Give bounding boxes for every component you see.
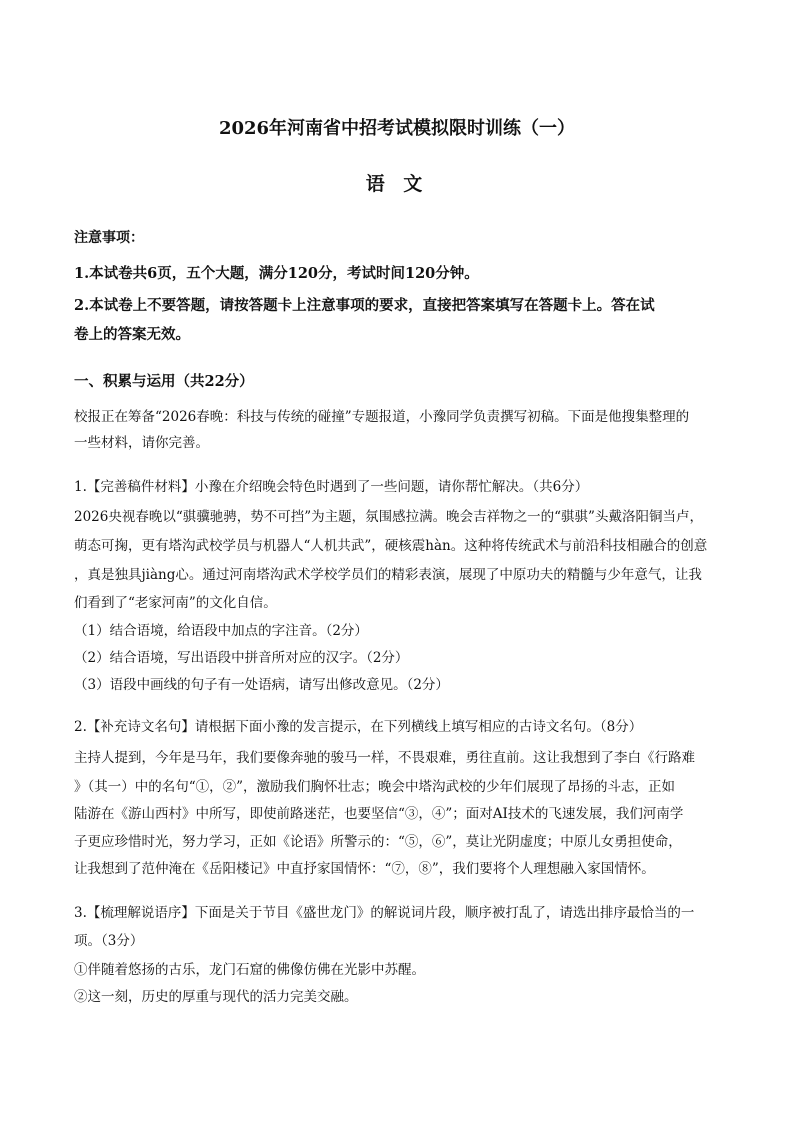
notice-line-2: 2.本试卷上不要答题，请按答题卡上注意事项的要求，直接把答案填写在答题卡上。答在试: [74, 297, 655, 314]
section-intro-line-1: 校报正在筹备“2026春晚：科技与传统的碰撞”专题报道，小豫同学负责撰写初稿。下面是他搜集整理的: [74, 409, 690, 425]
question-1-sub-1: （1）结合语境，给语段中加点的字注音。（2分）: [74, 623, 368, 639]
question-1-passage-line-2: 萌态可掬，更有塔沟武校学员与机器人“人机共武”，硬核震hàn。这种将传统武术与前沿科技相融合的创意: [74, 538, 708, 554]
question-1-passage-line-4: 们看到了“老家河南”的文化自信。: [74, 595, 277, 611]
section-heading: 一、积累与运用（共22分）: [74, 373, 254, 390]
question-3-heading-line-1: 3.【梳理解说语序】下面是关于节目《盛世龙门》的解说词片段，顺序被打乱了，请选出排序最恰当的一: [74, 905, 695, 921]
question-1-sub-2: （2）结合语境，写出语段中拼音所对应的汉字。（2分）: [74, 650, 409, 666]
exam-title: 2026年河南省中招考试模拟限时训练（一）: [218, 118, 576, 139]
question-1-heading: 1.【完善稿件材料】小豫在介绍晚会特色时遇到了一些问题，请你帮忙解决。（共6分）: [74, 479, 589, 495]
notice-line-3: 卷上的答案无效。: [74, 326, 190, 343]
subject-title: 语 文: [365, 173, 429, 195]
question-3-item-1: ①伴随着悠扬的古乐，龙门石窟的佛像仿佛在光影中苏醒。: [74, 962, 425, 978]
question-3-heading-line-2: 项。（3分）: [74, 933, 144, 949]
question-3-item-2: ②这一刻，历史的厚重与现代的活力完美交融。: [74, 989, 358, 1005]
question-1-passage-line-1: 2026央视春晚以“骐骥驰骋，势不可挡”为主题，氛围感拉满。晚会吉祥物之一的“骐骐”头戴洛阳铜当卢，: [74, 509, 703, 525]
notice-heading: 注意事项：: [74, 230, 144, 246]
question-2-passage-line-2: 》（其一）中的名句“①，②”，激励我们胸怀壮志；晚会中塔沟武校的少年们展现了昂扬的斗志，正如: [74, 779, 676, 795]
question-1-sub-3: （3）语段中画线的句子有一处语病，请写出修改意见。（2分）: [74, 677, 449, 693]
question-2-passage-line-4: 子更应珍惜时光，努力学习，正如《论语》所警示的：“⑤，⑥”，莫让光阴虚度；中原儿女勇担使命，: [74, 834, 682, 850]
notice-line-1: 1.本试卷共6页，五个大题，满分120分，考试时间120分钟。: [74, 265, 479, 282]
section-intro-line-2: 一些材料，请你完善。: [74, 435, 209, 451]
question-2-passage-line-5: 让我想到了范仲淹在《岳阳楼记》中直抒家国情怀：“⑦，⑧”，我们要将个人理想融入家国情怀。: [74, 861, 655, 877]
question-2-heading: 2.【补充诗文名句】请根据下面小豫的发言提示，在下列横线上填写相应的古诗文名句。（8分）: [74, 719, 643, 735]
question-2-passage-line-1: 主持人提到，今年是马年，我们要像奔驰的骏马一样，不畏艰难，勇往直前。这让我想到了李白《行路难: [74, 750, 695, 766]
question-1-passage-line-3: ，真是独具jiàng心。通过河南塔沟武术学校学员们的精彩表演，展现了中原功夫的精髓与少年意气，让我: [74, 567, 702, 583]
question-2-passage-line-3: 陆游在《游山西村》中所写，即使前路迷茫，也要坚信“③，④”；面对AI技术的飞速发展，我们河南学: [74, 806, 684, 822]
